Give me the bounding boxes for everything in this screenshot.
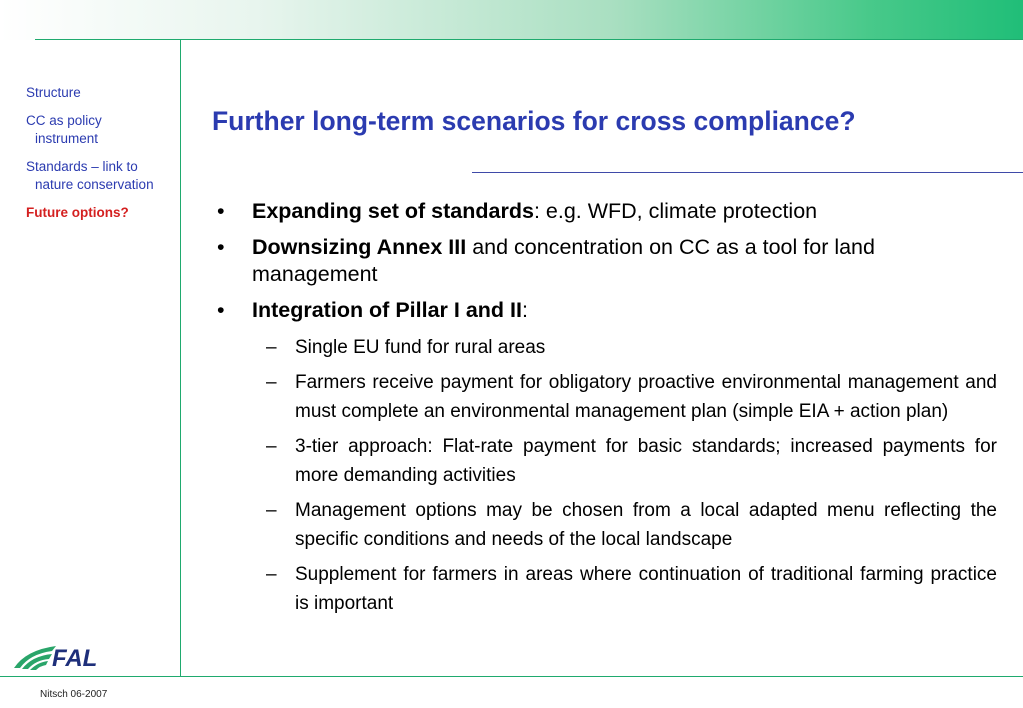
sub-bullet-text: Supplement for farmers in areas where continuation of traditional farming practice is important <box>295 564 997 614</box>
bullet-icon: • <box>217 298 225 322</box>
header-divider <box>35 39 1023 40</box>
footer-divider <box>0 676 1023 677</box>
bullet-bold-text: Downsizing Annex III <box>252 235 467 259</box>
sub-bullet-item <box>212 368 997 426</box>
nav-item-structure[interactable] <box>26 84 180 102</box>
bullet-icon: • <box>217 235 225 259</box>
bullet-item <box>212 297 997 324</box>
sub-bullet-item <box>212 496 997 554</box>
sub-bullet-text: Management options may be chosen from a local adapted menu reflecting the specific conditions and needs of the local landscape <box>295 500 997 550</box>
title-underline <box>472 172 1023 173</box>
bullet-bold-text: Integration of Pillar I and II <box>252 298 522 322</box>
dash-icon: – <box>266 436 277 457</box>
nav-item-standards[interactable] <box>26 158 180 194</box>
sub-bullet-item <box>212 333 997 362</box>
nav-item-label: CC as policy <box>26 113 102 128</box>
dash-icon: – <box>266 500 277 521</box>
bullet-text: : <box>521 298 528 322</box>
sub-bullet-text: Single EU fund for rural areas <box>295 337 546 358</box>
sidebar-divider <box>180 40 181 676</box>
sub-bullet-text: Farmers receive payment for obligatory proactive environmental management and must complete an environmental management plan (simple EIA + action plan) <box>295 372 997 422</box>
bullet-icon: • <box>217 199 225 223</box>
nav-item-cc-policy[interactable] <box>26 112 180 148</box>
footer-text: Nitsch 06-2007 <box>40 689 108 700</box>
logo-text: FAL <box>52 645 98 672</box>
sub-bullet-item <box>212 560 997 618</box>
nav-item-label-continued: nature conservation <box>35 177 154 192</box>
main-content <box>212 198 997 624</box>
page-title: Further long-term scenarios for cross compliance? <box>212 106 856 136</box>
nav-item-label: Structure <box>26 85 81 100</box>
bullet-text: and concentration on CC as a tool for land management <box>252 235 875 286</box>
dash-icon: – <box>266 337 277 358</box>
dash-icon: – <box>266 564 277 585</box>
bullet-item <box>212 198 997 225</box>
bullet-text: : e.g. WFD, climate protection <box>533 199 818 223</box>
nav-item-label: Standards – link to <box>26 159 138 174</box>
dash-icon: – <box>266 372 277 393</box>
bullet-item <box>212 234 997 288</box>
sidebar-nav <box>26 84 180 232</box>
nav-item-label-continued: instrument <box>35 131 99 146</box>
nav-item-future-options[interactable] <box>26 204 180 222</box>
nav-item-label: Future options? <box>26 205 129 220</box>
bullet-bold-text: Expanding set of standards <box>252 199 534 223</box>
header-gradient-band <box>0 0 1023 40</box>
sub-bullet-item <box>212 432 997 490</box>
sub-bullet-text: 3-tier approach: Flat-rate payment for basic standards; increased payments for more demanding activities <box>295 436 997 486</box>
